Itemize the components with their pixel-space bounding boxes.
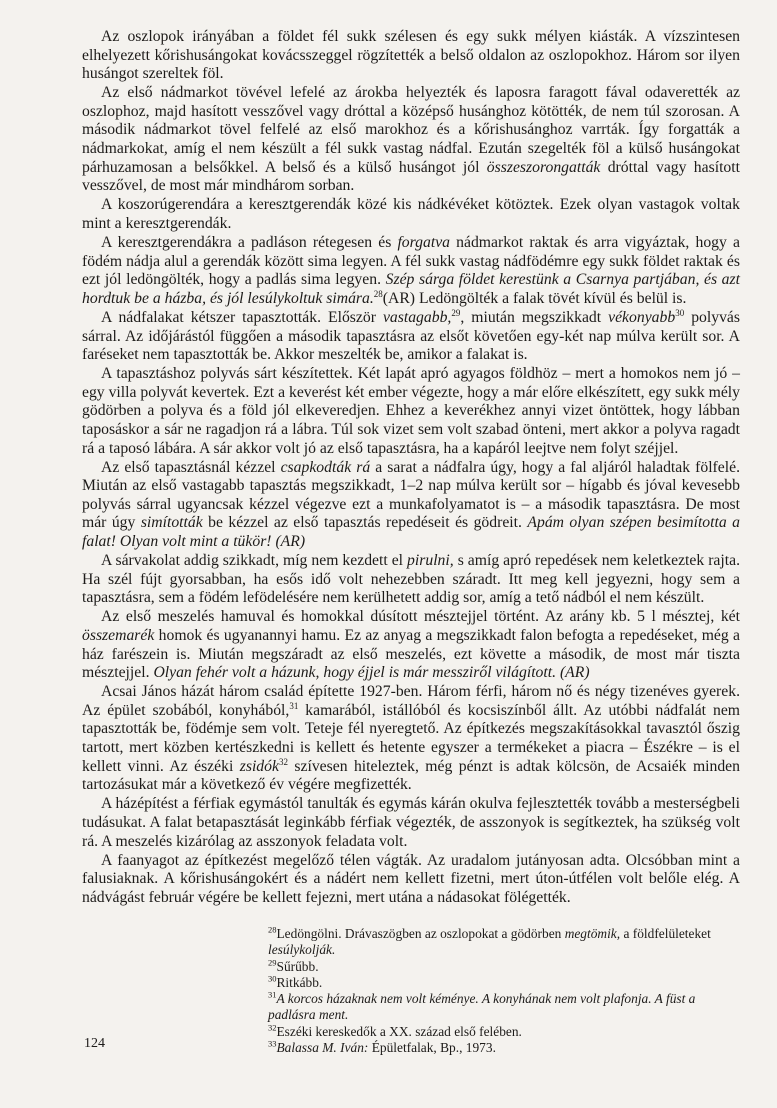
footnote-ref: 28 bbox=[373, 288, 383, 299]
italic-text: simították bbox=[140, 514, 203, 532]
footnote-ref: 32 bbox=[278, 756, 288, 767]
italic-text: Szép sárga földet kerestünk a Csarnya partjában, és azt hordtuk be a házba, és jól lesúlykoltuk simára. bbox=[82, 271, 740, 307]
text-run: A nádfalakat kétszer tapasztották. Először bbox=[101, 308, 383, 326]
footnote-ref: 32 bbox=[268, 1022, 277, 1033]
footnote-ref: 29 bbox=[451, 307, 461, 318]
footnote-ref: 30 bbox=[675, 307, 685, 318]
text-run: nádmarkot raktak és arra vigyáztak, hogy a födém nádja alul a gerendák között sima legyen. A fél sukk vastag nádfödémre egy sukk földet raktak és ezt jól ledöngölték, hogy a padlás sima legyen. bbox=[82, 234, 740, 289]
paragraph bbox=[82, 309, 740, 365]
footnote-ref: 28 bbox=[268, 924, 277, 935]
italic-text: csapkodták rá bbox=[280, 458, 371, 476]
italic-text: összeszorongatták bbox=[486, 158, 601, 176]
italic-text: megtömik, bbox=[564, 926, 621, 941]
italic-text: pirulni, bbox=[407, 552, 454, 570]
text-run: Az első nádmarkot tövével lefelé az árokba helyezték és laposra faragott fával odaverették az oszlophoz, majd hasított vesszővel vagy dróttal a középső husánghoz kötötték, de nem túl szorosan. A második nádmarkot tövel felfelé az első marokhoz és a kőrishusánghoz varrták. Így forgatták a nádmarkokat, amíg el nem készült a fél sukk vastag nádfal. Ezután szegelték föl a külső husángokat párhuzamosan a belsőkkel. A belső és a külső husángot jól bbox=[82, 84, 740, 176]
paragraph bbox=[82, 365, 740, 458]
paragraph bbox=[82, 234, 740, 308]
text-run: A tapasztáshoz polyvás sárt készítettek. Két lapát apró agyagos földhöz – mert a homokos nem jó – egy villa polyvát kevertek. Ezt a keverést két ember végezte, hogy a már előre elkészített, egy sukk mély gödörben a polyva és a föld jól elkeveredjen. Ehhez a keverékhez annyi vizet öntöttek, hogy lábban taposáskor a sár ne ragadjon rá a lábra. Túl sok vizet sem volt szabad önteni, mert akkor a polyva ragadt rá a taposó lábára. A sár akkor volt jó az első tapasztásra, ha a kapáról leejtve nem folyt széjjel. bbox=[82, 365, 740, 457]
text-run: Ritkább. bbox=[276, 974, 323, 990]
italic-text: vastagabb, bbox=[382, 308, 452, 326]
text-run: Sűrűbb. bbox=[276, 958, 319, 974]
italic-text: vékonyabb bbox=[608, 308, 676, 326]
text-run: a sarat a nádfalra úgy, hogy a fal aljáról haladtak fölfelé. Miután az első vastagabb tapasztás megszikkadt, 1–2 nap múlva került sor – hígabb és jóval kevesebb polyvás sárral ugyancsak kézzel végezve ezt a munkafolyamatot is – a második tapasztásra. De most már úgy bbox=[82, 458, 740, 532]
italic-text: forgatva bbox=[397, 234, 451, 252]
text-run: Az első meszelés hamuval és homokkal dúsított mésztejjel történt. Az arány kb. 5 l mésztej, két bbox=[101, 608, 740, 626]
footnote bbox=[268, 991, 738, 1024]
text-run: Acsai János házát három család építette 1927-ben. Három férfi, három nő és négy tizenéves gyerek. Az épület szobából, konyhából, bbox=[82, 683, 740, 719]
paragraph bbox=[82, 459, 740, 552]
paragraph bbox=[82, 608, 740, 682]
text-run: polyvás sárral. Az időjárástól függően a második tapasztásra az elsőt követően egy-két nap múlva került sor. A faréseket nem tapasztották be. Akkor meszelték be, amikor a falakat is. bbox=[82, 308, 740, 364]
text-run: , miután megszikkadt bbox=[460, 308, 609, 326]
text-run: A házépítést a férfiak egymástól tanulták és egymás kárán okulva fejlesztették tovább a mesterségbeli tudásukat. A falat betapasztását leginkább férfiak végezték, de asszonyok is segítkeztek, ha szükség volt rá. A meszelés kizárólag az asszonyok feladata volt. bbox=[82, 795, 740, 850]
paragraph bbox=[82, 683, 740, 795]
paragraph bbox=[82, 28, 740, 84]
text-run: a földfelületeket bbox=[620, 926, 711, 941]
text-run: homok és ugyanannyi hamu. Ez az anyag a megszikkadt falon befogta a repedéseket, még a ház farészein is. Miután megszáradt az első meszelés, ezt követte a második, de most már tiszta mésztejjel. bbox=[82, 627, 740, 682]
footnote-ref: 31 bbox=[268, 989, 277, 1000]
text-run: be kézzel az első tapasztás repedéseit és gödreit. bbox=[202, 514, 528, 532]
italic-text: Apám olyan szépen besimította a falat! Olyan volt mint a tükör! (AR) bbox=[82, 514, 741, 551]
text-run: A sárvakolat addig szikkadt, míg nem kezdett el bbox=[101, 552, 408, 570]
paragraph bbox=[82, 852, 740, 908]
italic-text: A korcos házaknak nem volt kéménye. A konyhának nem volt plafonja. A füst a padlásra ment. bbox=[268, 991, 696, 1023]
italic-text: Balassa M. Iván: bbox=[276, 1040, 369, 1056]
paragraph bbox=[82, 196, 740, 233]
paragraph bbox=[82, 795, 740, 851]
footnote bbox=[268, 926, 738, 959]
text-run: Az első tapasztásnál kézzel bbox=[101, 458, 281, 476]
text-run: (AR) Ledöngölték a falak tövét kívül és belül is. bbox=[382, 289, 687, 307]
text-run: Ledöngölni. Drávaszögben az oszlopokat a gödörben bbox=[276, 926, 565, 941]
text-run: szívesen hiteleztek, még pénzt is adtak kölcsön, de Acsaiék minden tartozásukat már a következő év végére megfizették. bbox=[82, 757, 740, 794]
footnote-ref: 29 bbox=[268, 957, 277, 968]
footnote bbox=[268, 1024, 738, 1040]
text-run: dróttal vagy hasított vesszővel, de most már mindhárom sorban. bbox=[82, 158, 740, 195]
italic-text: lesúlykolják. bbox=[268, 942, 336, 958]
footnote-ref: 31 bbox=[289, 700, 299, 711]
paragraph bbox=[82, 84, 740, 196]
footnote-ref: 30 bbox=[268, 973, 277, 984]
body-text bbox=[82, 28, 740, 908]
text-run: Épületfalak, Bp., 1973. bbox=[368, 1040, 496, 1056]
text-run: kamarából, istállóból és kocsiszínből állt. Az utóbbi nádfalát nem tapasztották be, födémje sem volt. Teteje fél nyeregtető. Az építkezés megszakításokkal tavasztól őszig tartott, mert közben kertészkedni is kellett és hetente egyszer a termékeket a piacra – Észékre – is el kellett vinni. Az észéki bbox=[82, 701, 740, 775]
paragraph bbox=[82, 552, 740, 608]
footnotes bbox=[268, 926, 738, 1056]
text-run: A koszorúgerendára a keresztgerendák közé kis nádkévéket kötöztek. Ezek olyan vastagok voltak mint a keresztgerendák. bbox=[82, 196, 740, 232]
text-run: s amíg apró repedések nem keletkeztek rajta. Ha szél fújt gyorsabban, ha esős idő volt nehezebben száradt. Itt meg kell jegyezni, hogy sem a tapasztásra, sem a födém lefödelésére nem kerülhetett addig sor, amíg a tető nádból el nem készült. bbox=[82, 552, 740, 607]
text-run: Eszéki kereskedők a XX. század első felében. bbox=[276, 1023, 522, 1039]
italic-text: Olyan fehér volt a házunk, hogy éjjel is már messziről világított. (AR) bbox=[153, 664, 590, 682]
footnote bbox=[268, 959, 738, 975]
text-run: A keresztgerendákra a padláson rétegesen és bbox=[101, 234, 398, 252]
text-run: A faanyagot az építkezést megelőző télen vágták. Az uradalom jutányosan adta. Olcsóbban mint a falusiaknak. A kőrishusángokért és a nádért nem kellett fizetni, mert úton-útfélen volt belőle elég. A nádvágást február végére be kellett fejezni, mert utána a nádasokat fölégették. bbox=[82, 851, 740, 906]
footnote bbox=[268, 975, 738, 991]
footnote bbox=[268, 1040, 738, 1056]
italic-text: összemarék bbox=[82, 627, 155, 644]
text-run: Az oszlopok irányában a földet fél sukk szélesen és egy sukk mélyen kiásták. A vízszintesen elhelyezett kőrishusángokat kovácsszeggel rögzítették a belső oldalon az oszlopokhoz. Három sor ilyen husángot szereltek föl. bbox=[82, 28, 740, 83]
italic-text: zsidók bbox=[239, 757, 279, 775]
page-number: 124 bbox=[84, 1036, 105, 1051]
footnote-ref: 33 bbox=[268, 1038, 277, 1049]
